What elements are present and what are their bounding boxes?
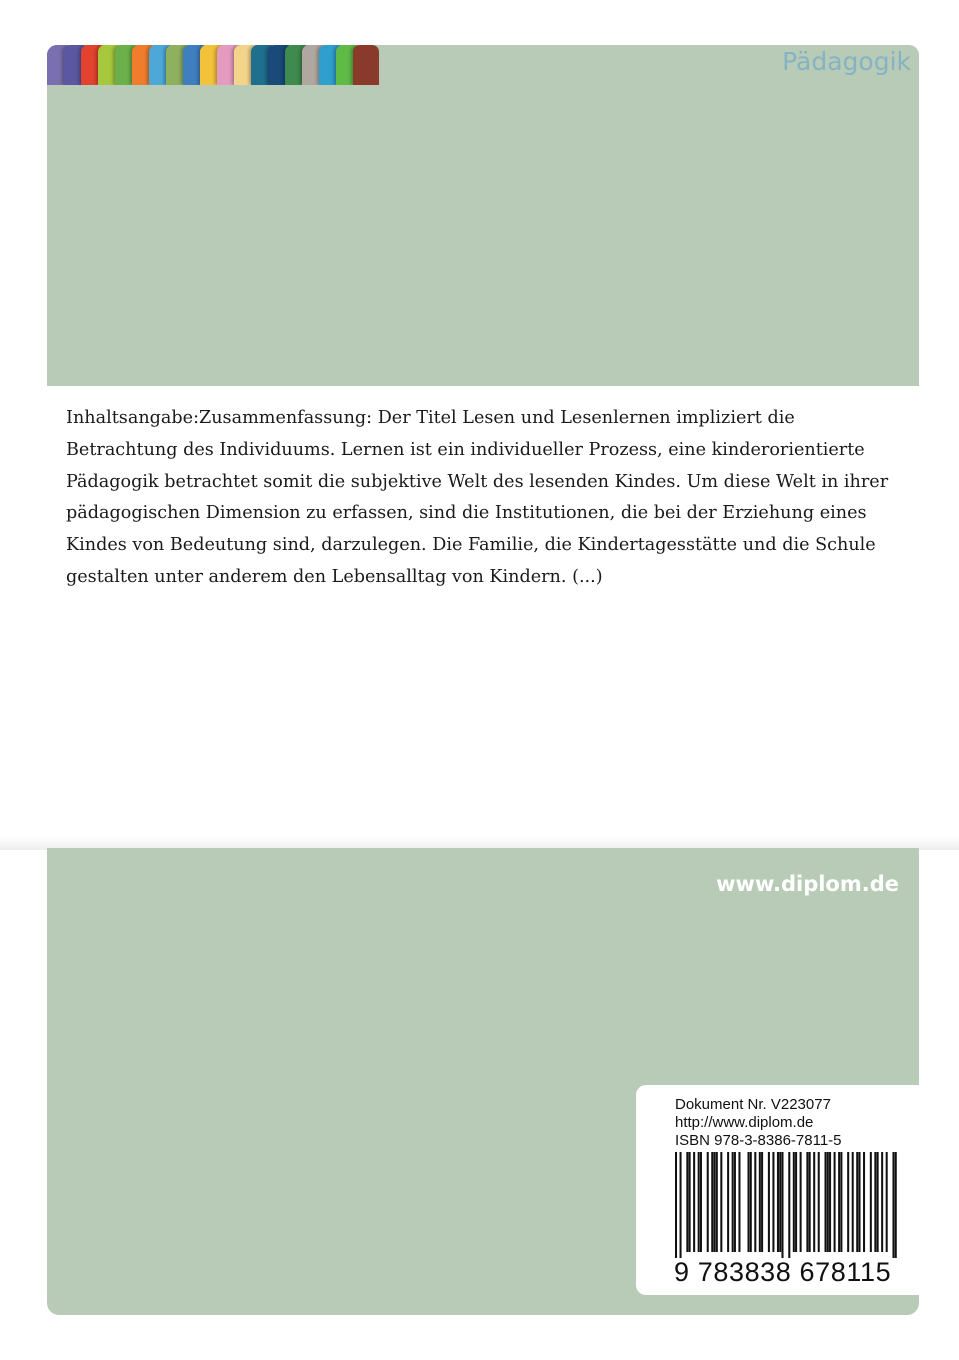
barcode-bar bbox=[806, 1152, 808, 1252]
barcode-bar bbox=[689, 1152, 691, 1252]
barcode-bar bbox=[800, 1152, 802, 1252]
color-tab-strip bbox=[47, 45, 387, 85]
barcode-bar bbox=[732, 1152, 734, 1252]
document-url: http://www.diplom.de bbox=[675, 1114, 814, 1131]
isbn-number: ISBN 978-3-8386-7811-5 bbox=[675, 1132, 842, 1149]
barcode-bar bbox=[700, 1152, 702, 1252]
barcode-bar bbox=[881, 1152, 883, 1252]
barcode-bar bbox=[892, 1152, 894, 1258]
barcode-bar bbox=[750, 1152, 752, 1252]
barcode-bar bbox=[895, 1152, 897, 1258]
top-color-panel bbox=[47, 45, 919, 386]
barcode-bar bbox=[772, 1152, 774, 1252]
barcode-bar bbox=[759, 1152, 761, 1252]
barcode-bar bbox=[827, 1152, 829, 1252]
barcode-bar bbox=[711, 1152, 713, 1252]
barcode-bar bbox=[788, 1152, 790, 1258]
barcode-bar bbox=[863, 1152, 865, 1252]
barcode-bar bbox=[858, 1152, 860, 1252]
barcode-bar bbox=[734, 1152, 736, 1252]
barcode-bar bbox=[870, 1152, 872, 1252]
barcode-bar bbox=[829, 1152, 831, 1252]
barcode-bar bbox=[813, 1152, 815, 1252]
barcode-bar bbox=[707, 1152, 709, 1252]
barcode-bar bbox=[768, 1152, 770, 1252]
barcode-bar bbox=[714, 1152, 716, 1252]
barcode-bar bbox=[754, 1152, 756, 1252]
barcode-bar bbox=[777, 1152, 779, 1252]
barcode-bar bbox=[793, 1152, 795, 1252]
barcode-bar bbox=[686, 1152, 688, 1252]
barcode-bar bbox=[738, 1152, 740, 1252]
barcode-bar bbox=[675, 1152, 677, 1258]
barcode-bar bbox=[795, 1152, 797, 1252]
barcode-digits: 9 783838 678115 bbox=[674, 1257, 892, 1287]
barcode-bar bbox=[781, 1152, 783, 1258]
barcode-bar bbox=[886, 1152, 888, 1252]
barcode-bar bbox=[720, 1152, 722, 1252]
barcode-bar bbox=[874, 1152, 876, 1252]
barcode-bar bbox=[779, 1152, 781, 1252]
barcode-bar bbox=[761, 1152, 763, 1252]
category-label: Pädagogik bbox=[782, 47, 911, 76]
website-label: www.diplom.de bbox=[716, 872, 899, 896]
barcode-bar bbox=[680, 1152, 682, 1258]
abstract-text: Inhaltsangabe:Zusammenfassung: Der Titel Lesen und Lesenlernen impliziert die Betrachtung des Individuums. Lernen ist ein individueller Prozess, eine kinderorientierte Pädagogik betrachtet somit die subjektive Welt des lesenden Kindes. Um diese Welt in ihrer pädagogischen Dimension zu erfassen, sind die Institutionen, die bei der Erziehung eines Kindes von Bedeutung sind, darzulegen. Die Familie, die Kindertagesstätte und die Schule gestalten unter anderem den Lebensalltag von Kindern. (...) bbox=[66, 408, 889, 587]
barcode-bar bbox=[698, 1152, 700, 1252]
barcode-bar bbox=[825, 1152, 827, 1252]
color-tab bbox=[353, 45, 379, 85]
barcode-bar bbox=[834, 1152, 836, 1252]
document-number: Dokument Nr. V223077 bbox=[675, 1096, 831, 1113]
barcode-bar bbox=[840, 1152, 842, 1252]
barcode-icon bbox=[675, 1152, 897, 1258]
barcode-bar bbox=[852, 1152, 854, 1252]
barcode-bar bbox=[818, 1152, 820, 1252]
barcode-bar bbox=[809, 1152, 811, 1252]
barcode-bar bbox=[877, 1152, 879, 1252]
barcode-bar bbox=[693, 1152, 695, 1252]
barcode-bar bbox=[716, 1152, 718, 1252]
barcode-bar bbox=[847, 1152, 849, 1252]
barcode-bar bbox=[856, 1152, 858, 1252]
barcode-bar bbox=[747, 1152, 749, 1252]
barcode-bar bbox=[727, 1152, 729, 1252]
barcode-bar bbox=[838, 1152, 840, 1252]
